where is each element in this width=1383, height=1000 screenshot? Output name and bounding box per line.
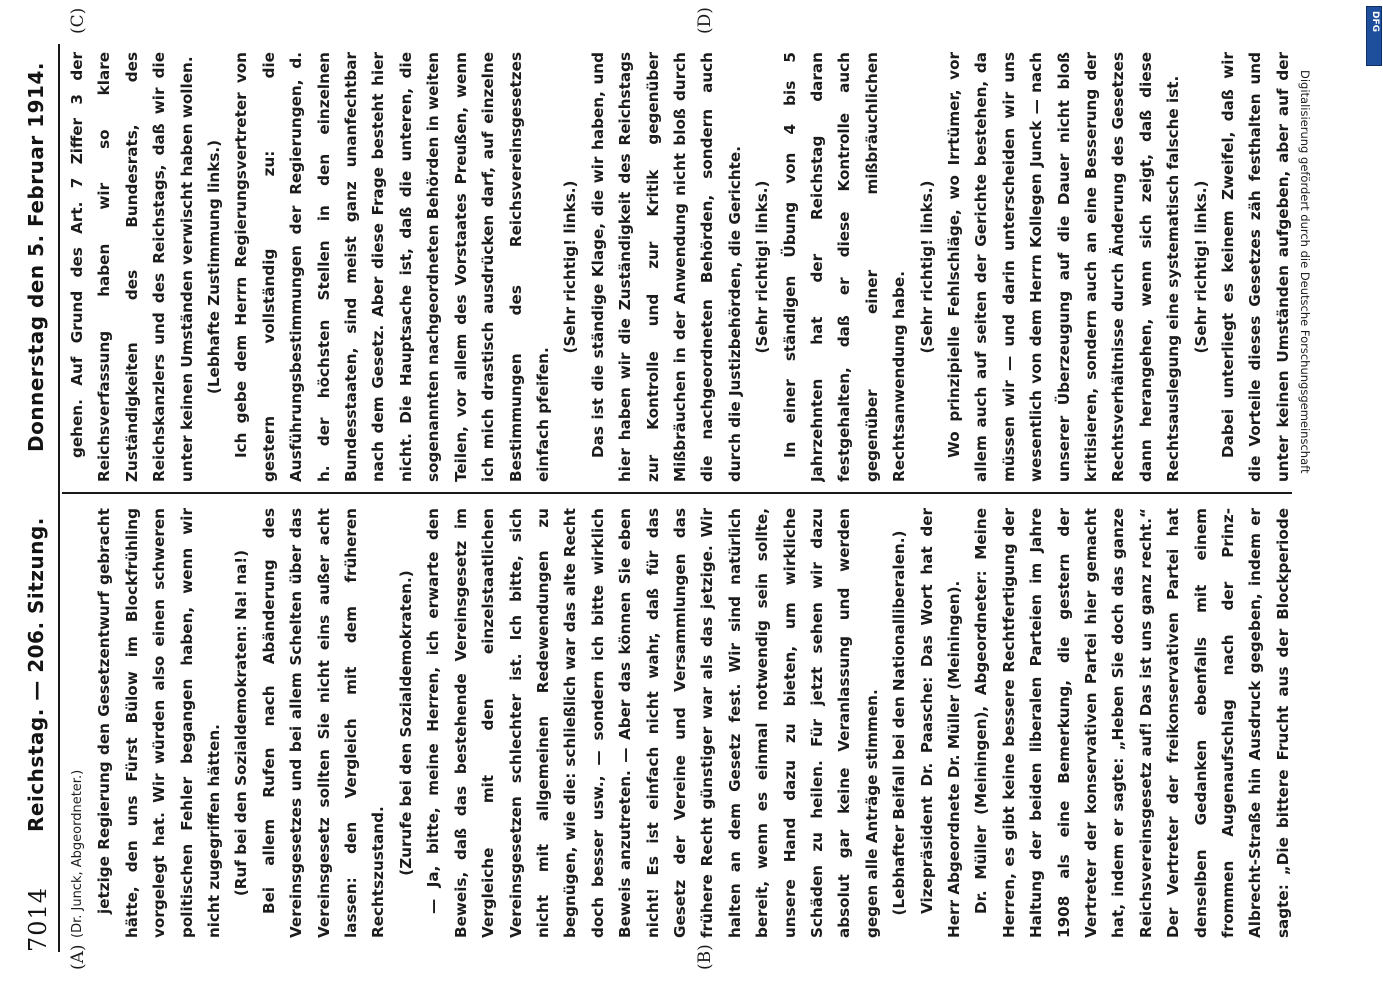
margin-marker-d: (D): [695, 7, 715, 34]
paragraph: Ich gebe dem Herrn Regierungsvertreter von gestern vollständig zu: die Ausführungsbestimmungen der Regierungen, d. h. der höchsten Stellen in den einzelnen Bundesstaaten, sind meist ganz unanfechtbar nach dem Gesetz. Aber diese Frage besteht hier nicht. Die Hauptsache ist, daß die unteren, die sogenannten nachgeordneten Behörden in weiten Teilen, vor allem des Vorstaates Preußen, wenn ich mich drastisch ausdrücken darf, auf einzelne Bestimmungen des Reichsvereinsgesetzes einfach pfeifen.: [232, 52, 552, 482]
page-header: [18, 44, 60, 952]
interjection: (Sehr richtig! links.): [917, 180, 936, 354]
page-number: 7014: [24, 886, 52, 952]
dfg-logo: [1366, 6, 1382, 66]
paragraph: Bei allem Rufen nach Abänderung des Vereinsgesetzes und bei allem Schelten über das Vereinsgesetz sollten Sie nicht eins außer acht lassen: den Vergleich mit dem früheren Rechtszustand.: [259, 508, 388, 938]
interjection: (Zurufe bei den Sozialdemokraten.): [396, 570, 415, 876]
column-divider: [62, 492, 1292, 494]
interjection: (Sehr richtig! links.): [561, 180, 580, 354]
running-head-right: Donnerstag den 5. Februar 1914.: [24, 62, 48, 452]
margin-marker-b: (B): [695, 944, 715, 970]
running-head-left: Reichstag. — 206. Sitzung.: [24, 517, 48, 832]
interjection: (Lebhafter Beifall bei den Nationalliberalen.): [890, 530, 909, 916]
interjection: (Sehr richtig! links.): [753, 180, 772, 354]
interjection: (Lebhafte Zustimmung links.): [205, 139, 224, 395]
margin-marker-a: (A): [68, 944, 88, 970]
paragraph: Vizepräsident Dr. Paasche: Das Wort hat der Herr Abgeordnete Dr. Müller (Meiningen).: [917, 508, 963, 938]
margin-marker-c: (C): [68, 7, 88, 34]
text-column-right: [64, 52, 1294, 482]
paragraph: Dr. Müller (Meiningen), Abgeordneter: Meine Herren, es gibt keine bessere Rechtfertigung der Haltung der beiden liberalen Parteien im Jahre 1908 als eine Bemerkung, die gestern der Vertreter der konservativen Partei hier gemacht hat, indem er sagte: „Heben Sie doch das ganze Reichsvereinsgesetz auf! Das ist uns ganz recht.“ Der Vertreter der freikonservativen Partei hat denselben Gedanken ebenfalls mit einem frommen Augenaufschlag nach der Prinz-Albrecht-Straße hin Ausdruck gegeben, indem er sagte: „Die bittere Frucht aus der Blockperiode: [972, 508, 1292, 938]
paragraph: Dabei unterliegt es keinem Zweifel, daß wir die Vorteile dieses Gesetzes zäh festhalten und unter keinen Umständen aufgeben, aber auf der: [1219, 52, 1292, 482]
speaker-note: (Dr. Junck, Abgeordneter.): [70, 769, 85, 938]
interjection: (Ruf bei den Sozialdemokraten: Na! na!): [232, 549, 251, 897]
paragraph: jetzige Regierung den Gesetzentwurf gebracht hätte, den uns Fürst Bülow im Blockfrühling vorgelegt hat. Wir würden also einen schweren politischen Fehler begangen haben, wenn wir nicht zugegriffen hätten.: [95, 508, 224, 938]
paragraph: — Ja, bitte, meine Herren, ich erwarte den Beweis, daß das bestehende Vereinsgesetz im Vergleiche mit den einzelstaatlichen Vereinsgesetzen schlechter ist. Ich bitte, sich nicht mit allgemeinen Redewendungen zu begnügen, wie die: schließlich war das alte Recht doch besser usw., — sondern ich bitte wirklich Beweis anzutreten. — Aber das können Sie eben nicht! Es ist einfach nicht wahr, daß für das Gesetz der Vereine und Versammlungen das frühere Recht günstiger war als das jetzige. Wir halten an dem Gesetz fest. Wir sind natürlich bereit, wenn es einmal notwendig sein sollte, unsere Hand dazu zu bieten, um wirkliche Schäden zu heilen. Für jetzt sehen wir dazu absolut gar keine Veranlassung und werden gegen alle Anträge stimmen.: [424, 508, 881, 938]
credit-text: Digitalisierung gefördert durch die Deutsche Forschungsgemeinschaft: [1298, 70, 1312, 474]
interjection: (Sehr richtig! links.): [1191, 180, 1210, 354]
paragraph: In einer ständigen Übung von 4 bis 5 Jahrzehnten hat der Reichstag daran festgehalten, daß er diese Kontrolle auch gegenüber einer mißbräuchlichen Rechtsanwendung habe.: [780, 52, 909, 482]
paragraph: Das ist die ständige Klage, die wir haben, und hier haben wir die Zuständigkeit des Reichstags zur Kontrolle und zur Kritik gegenüber Mißbräuchen in der Anwendung nicht bloß durch die nachgeordneten Behörden, sondern auch durch die Justizbehörden, die Gerichte.: [588, 52, 744, 482]
paragraph: gehen. Auf Grund des Art. 7 Ziffer 3 der Reichsverfassung haben wir so klare Zuständigkeiten des Bundesrats, des Reichskanzlers und des Reichstags, daß wir die unter keinen Umständen verwischt haben wollen.: [68, 52, 196, 482]
text-column-left: [64, 508, 1294, 938]
paragraph: Wo prinzipielle Fehlschläge, wo Irrtümer, vor allem auch auf seiten der Gerichte bestehen, da müssen wir — und darin unterscheiden wir uns wesentlich von dem Herrn Kollegen Junck — nach unserer Überzeugung auf die Dauer nicht bloß kritisieren, sondern auch an eine Besserung der Rechtsverhältnisse durch Änderung des Gesetzes dann herangehen, wenn sich zeigt, daß diese Rechtsauslegung eine systematisch falsche ist.: [945, 52, 1183, 482]
dfg-logo-text: DFG: [1370, 11, 1380, 33]
